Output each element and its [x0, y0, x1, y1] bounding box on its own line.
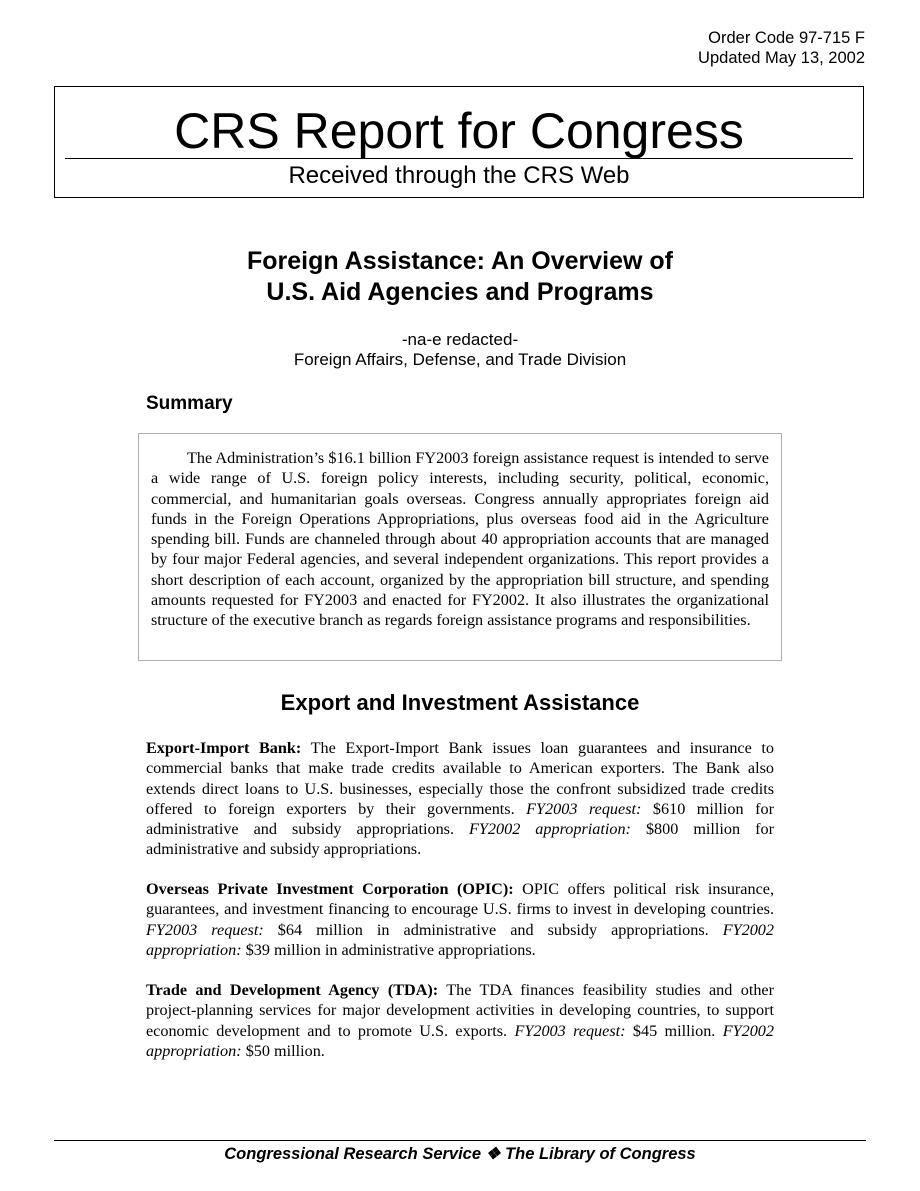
- summary-text: The Administration’s $16.1 billion FY2003 foreign assistance request is intended to serve a wide range of U.S. foreign policy interests, including security, political, economic, commercial, and humanitarian goals overseas. Congress annually appropriates foreign aid funds in the Foreign Operations Appropriations, plus overseas food aid in the Agriculture spending bill. Funds are channeled through about 40 appropriation accounts that are managed by four major Federal agencies, and several independent organizations. This report provides a short description of each account, organized by the appropriation bill structure, and spending amounts requested for FY2003 and enacted for FY2002. It also illustrates the organizational structure of the executive branch as regards foreign assistance programs and responsibilities.: [151, 449, 769, 630]
- request-label: FY2003 request:: [526, 799, 642, 818]
- entry-text: $45 million.: [625, 1021, 723, 1040]
- report-title-line-2: U.S. Aid Agencies and Programs: [266, 278, 654, 306]
- entry-tda: [146, 980, 774, 1061]
- entry-name: Overseas Private Investment Corporation (OPIC):: [146, 880, 514, 898]
- order-code-block: [698, 28, 865, 68]
- entry-export-import-bank: [146, 738, 774, 860]
- entry-text: $50 million.: [241, 1041, 325, 1060]
- summary-box: [138, 433, 782, 661]
- author-block: [0, 330, 920, 370]
- entry-text: $64 million in administrative and subsidy appropriations.: [263, 920, 723, 939]
- summary-heading: Summary: [146, 393, 233, 414]
- entry-opic: [146, 879, 774, 960]
- entry-text: $39 million in administrative appropriations.: [241, 940, 536, 959]
- report-title-line-1: Foreign Assistance: An Overview of: [246, 247, 674, 275]
- entry-text: The TDA finances feasibility studies and other project-planning services for major development activities in developing countries, to support economic development and to promote U.S. exports.: [146, 981, 774, 1040]
- report-banner: [54, 86, 864, 198]
- entry-text: OPIC offers political risk insurance, guarantees, and investment financing to encourage U.S. firms to invest in developing countries.: [146, 880, 774, 919]
- footer-loc: The Library of Congress: [505, 1145, 696, 1163]
- order-code: Order Code 97-715 F: [708, 29, 865, 47]
- entry-name: Export-Import Bank:: [146, 739, 302, 757]
- banner-divider: [65, 158, 853, 159]
- appropriation-label: FY2002 appropriation:: [469, 820, 631, 839]
- request-label: FY2003 request:: [514, 1021, 626, 1040]
- report-title: [0, 246, 920, 308]
- entry-name: Trade and Development Agency (TDA):: [146, 981, 439, 999]
- footer-crs: Congressional Research Service: [224, 1145, 482, 1163]
- section-heading: Export and Investment Assistance: [280, 690, 640, 715]
- entry-text: $610 million for administrative and subsidy appropriations.: [146, 799, 774, 839]
- author-name: -na-e redacted-: [401, 330, 519, 349]
- entry-text: The Export-Import Bank issues loan guarantees and insurance to commercial banks that make trade credits available to American exporters. The Bank also extends direct loans to U.S. businesses, especially those the confront subsidized trade credits offered to foreign exporters by their governments.: [146, 739, 774, 818]
- footer-divider: [54, 1140, 866, 1141]
- request-label: FY2003 request:: [146, 920, 264, 939]
- appropriation-label: FY2002 appropriation:: [146, 1021, 774, 1060]
- footer-separator-icon: ❖: [485, 1145, 501, 1163]
- appropriation-label: FY2002 appropriation:: [146, 920, 774, 959]
- footer: [0, 1144, 920, 1164]
- updated-date: Updated May 13, 2002: [698, 49, 865, 67]
- entry-text: $800 million for administrative and subsidy appropriations.: [146, 820, 774, 859]
- banner-subtitle: Received through the CRS Web: [288, 162, 630, 189]
- banner-title: CRS Report for Congress: [174, 103, 744, 159]
- division-name: Foreign Affairs, Defense, and Trade Division: [293, 350, 627, 369]
